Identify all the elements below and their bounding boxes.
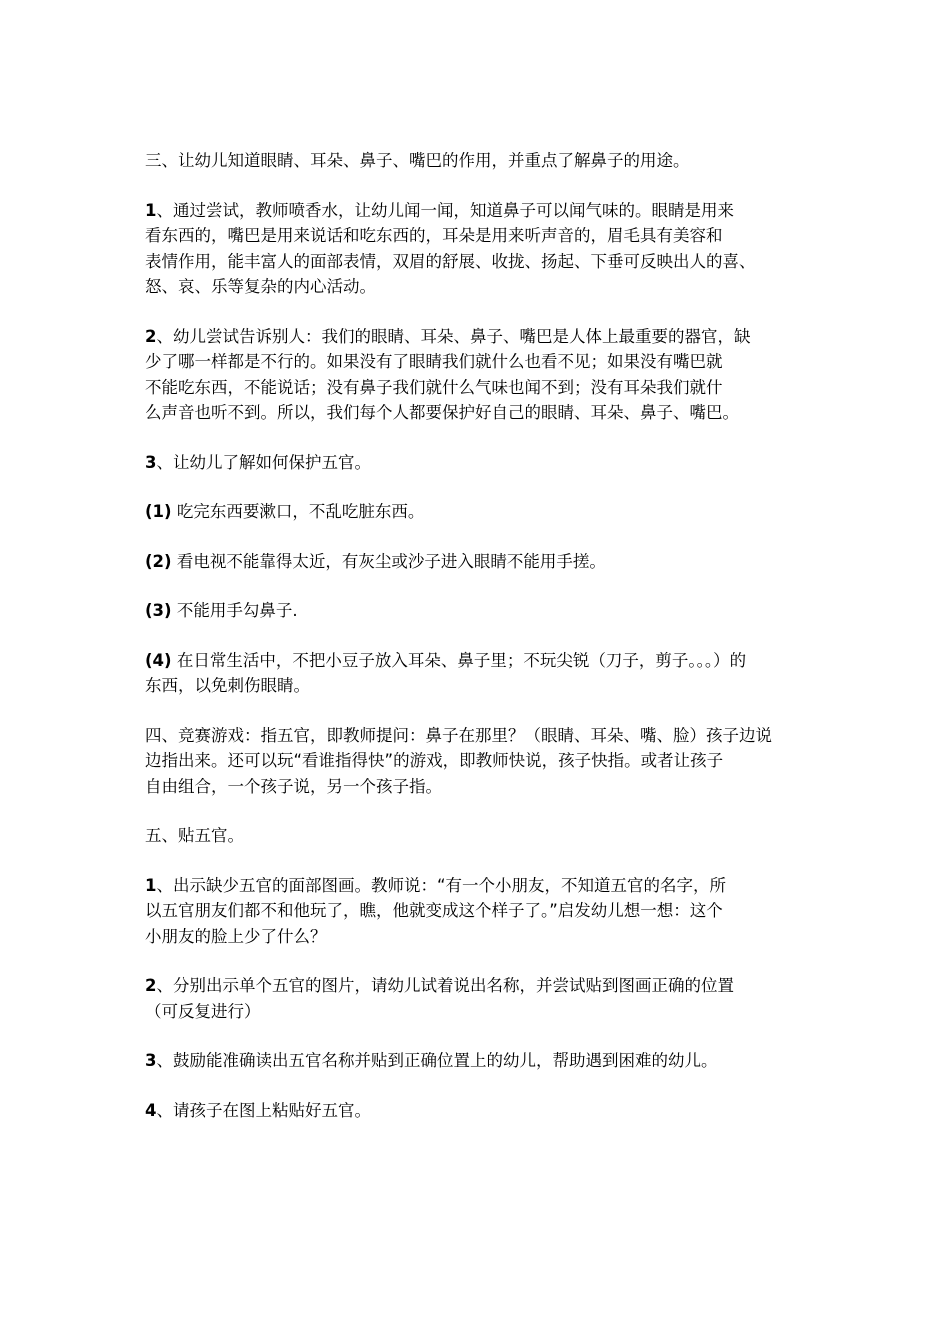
- paragraph: [145, 648, 810, 699]
- line-text: 不能吃东西，不能说话；没有鼻子我们就什么气味也闻不到；没有耳朵我们就什: [145, 377, 723, 397]
- text-line: [145, 499, 810, 525]
- text-line: [145, 349, 810, 375]
- item-number: (4): [145, 650, 172, 670]
- text-line: [145, 924, 810, 950]
- line-text: 看东西的，嘴巴是用来说话和吃东西的，耳朵是用来听声音的，眉毛具有美容和: [145, 226, 723, 245]
- paragraph: [145, 148, 810, 174]
- line-text: 不能用手勾鼻子.: [171, 601, 298, 620]
- paragraph: [145, 823, 810, 849]
- item-number: 2: [145, 326, 157, 346]
- text-line: [145, 873, 810, 899]
- line-text: 四、竞赛游戏：指五官，即教师提问：鼻子在那里？（眼睛、耳朵、嘴、脸）孩子边说: [145, 725, 772, 745]
- item-number: 3: [145, 452, 157, 472]
- text-line: [145, 973, 810, 999]
- text-line: [145, 774, 810, 800]
- paragraph: [145, 324, 810, 426]
- line-text: 怒、哀、乐等复杂的内心活动。: [145, 277, 376, 296]
- line-text: 以五官朋友们都不和他玩了，瞧，他就变成这个样子了。”启发幼儿想一想：这个: [145, 901, 723, 920]
- document-body: [145, 148, 810, 1123]
- paragraph: [145, 1048, 810, 1074]
- line-text: 、让幼儿了解如何保护五官。: [156, 452, 371, 472]
- line-text: 、分别出示单个五官的图片，请幼儿试着说出名称，并尝试贴到图画正确的位置: [156, 976, 734, 995]
- paragraph: [145, 598, 810, 624]
- text-line: [145, 274, 810, 300]
- line-text: 五、贴五官。: [145, 826, 244, 845]
- text-line: [145, 1048, 810, 1074]
- paragraph: [145, 549, 810, 575]
- item-number: 1: [145, 200, 157, 220]
- line-text: 小朋友的脸上少了什么？: [145, 926, 327, 946]
- item-number: 2: [145, 976, 157, 995]
- text-line: [145, 148, 810, 174]
- text-line: [145, 673, 810, 699]
- text-line: [145, 723, 810, 749]
- document-page: [145, 148, 810, 1147]
- item-number: (1): [145, 502, 172, 521]
- item-number: (3): [145, 601, 172, 620]
- item-number: (2): [145, 551, 172, 571]
- text-line: [145, 375, 810, 401]
- paragraph: [145, 499, 810, 525]
- text-line: [145, 898, 810, 924]
- line-text: 东西，以免刺伤眼睛。: [145, 676, 310, 695]
- text-line: [145, 400, 810, 426]
- text-line: [145, 198, 810, 224]
- line-text: 在日常生活中，不把小豆子放入耳朵、鼻子里；不玩尖锐（刀子，剪子。。。）的: [171, 650, 747, 670]
- text-line: [145, 223, 810, 249]
- text-line: [145, 748, 810, 774]
- text-line: [145, 324, 810, 350]
- line-text: 吃完东西要漱口，不乱吃脏东西。: [171, 502, 425, 521]
- line-text: 、幼儿尝试告诉别人：我们的眼睛、耳朵、鼻子、嘴巴是人体上最重要的器官，缺: [156, 326, 751, 346]
- line-text: 么声音也听不到。所以，我们每个人都要保护好自己的眼睛、耳朵、鼻子、嘴巴。: [145, 403, 739, 422]
- text-line: [145, 648, 810, 674]
- item-number: 1: [145, 875, 157, 895]
- item-number: 3: [145, 1051, 157, 1070]
- line-text: 三、让幼儿知道眼睛、耳朵、鼻子、嘴巴的作用，并重点了解鼻子的用途。: [145, 151, 690, 170]
- line-text: 少了哪一样都是不行的。如果没有了眼睛我们就什么也看不见；如果没有嘴巴就: [145, 352, 723, 371]
- line-text: 边指出来。还可以玩“看谁指得快”的游戏，即教师快说，孩子快指。或者让孩子: [145, 751, 724, 770]
- text-line: [145, 450, 810, 476]
- line-text: 看电视不能靠得太近，有灰尘或沙子进入眼睛不能用手搓。: [171, 551, 606, 571]
- line-text: （可反复进行）: [145, 1001, 261, 1021]
- text-line: [145, 549, 810, 575]
- line-text: 、请孩子在图上粘贴好五官。: [156, 1100, 371, 1120]
- paragraph: [145, 1098, 810, 1124]
- text-line: [145, 823, 810, 849]
- text-line: [145, 1098, 810, 1124]
- paragraph: [145, 723, 810, 800]
- paragraph: [145, 873, 810, 950]
- text-line: [145, 249, 810, 275]
- line-text: 自由组合，一个孩子说，另一个孩子指。: [145, 776, 442, 796]
- paragraph: [145, 450, 810, 476]
- item-number: 4: [145, 1100, 157, 1120]
- line-text: 、鼓励能准确读出五官名称并贴到正确位置上的幼儿，帮助遇到困难的幼儿。: [156, 1051, 718, 1070]
- paragraph: [145, 198, 810, 300]
- text-line: [145, 999, 810, 1025]
- line-text: 、通过尝试，教师喷香水，让幼儿闻一闻，知道鼻子可以闻气味的。眼睛是用来: [156, 200, 734, 220]
- line-text: 、出示缺少五官的面部图画。教师说：“有一个小朋友，不知道五官的名字，所: [156, 875, 727, 895]
- paragraph: [145, 973, 810, 1024]
- line-text: 表情作用，能丰富人的面部表情，双眉的舒展、收拢、扬起、下垂可反映出人的喜、: [145, 251, 756, 271]
- text-line: [145, 598, 810, 624]
